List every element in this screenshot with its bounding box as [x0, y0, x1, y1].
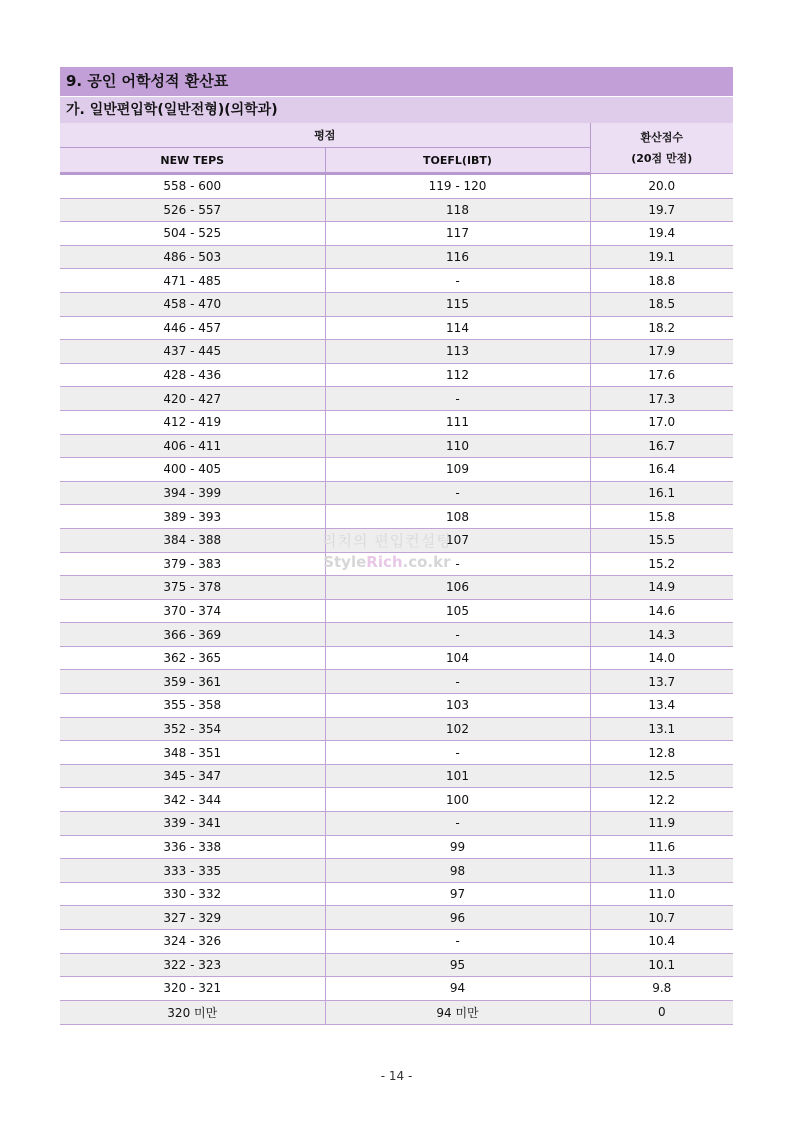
table-row: [60, 906, 733, 930]
table-row: [60, 812, 733, 836]
cell-toefl-ibt: -: [325, 552, 590, 576]
cell-new-teps: 355 - 358: [60, 694, 325, 718]
cell-toefl-ibt: 106: [325, 576, 590, 600]
cell-converted-score: 17.6: [590, 363, 733, 387]
cell-converted-score: 15.8: [590, 505, 733, 529]
table-row: [60, 340, 733, 364]
cell-new-teps: 342 - 344: [60, 788, 325, 812]
subsection-title: 가. 일반편입학(일반전형)(의학과): [60, 96, 733, 123]
cell-toefl-ibt: 116: [325, 245, 590, 269]
cell-new-teps: 458 - 470: [60, 292, 325, 316]
cell-toefl-ibt: -: [325, 481, 590, 505]
cell-toefl-ibt: 117: [325, 222, 590, 246]
header-converted-score: [590, 123, 733, 174]
cell-converted-score: 12.2: [590, 788, 733, 812]
cell-converted-score: 17.3: [590, 387, 733, 411]
cell-new-teps: 320 미만: [60, 1000, 325, 1024]
table-row: [60, 835, 733, 859]
cell-converted-score: 11.3: [590, 859, 733, 883]
cell-converted-score: 0: [590, 1000, 733, 1024]
cell-new-teps: 375 - 378: [60, 576, 325, 600]
cell-toefl-ibt: 114: [325, 316, 590, 340]
cell-converted-score: 17.9: [590, 340, 733, 364]
cell-toefl-ibt: 101: [325, 764, 590, 788]
header-converted-score-line2: (20점 만점): [631, 152, 693, 165]
table-row: [60, 363, 733, 387]
cell-toefl-ibt: 97: [325, 882, 590, 906]
cell-converted-score: 15.2: [590, 552, 733, 576]
table-row: [60, 741, 733, 765]
cell-toefl-ibt: 96: [325, 906, 590, 930]
cell-new-teps: 486 - 503: [60, 245, 325, 269]
cell-new-teps: 504 - 525: [60, 222, 325, 246]
cell-toefl-ibt: 100: [325, 788, 590, 812]
cell-new-teps: 446 - 457: [60, 316, 325, 340]
cell-converted-score: 10.4: [590, 930, 733, 954]
cell-converted-score: 19.1: [590, 245, 733, 269]
cell-new-teps: 437 - 445: [60, 340, 325, 364]
cell-new-teps: 359 - 361: [60, 670, 325, 694]
cell-converted-score: 15.5: [590, 528, 733, 552]
cell-converted-score: 14.3: [590, 623, 733, 647]
table-row: [60, 222, 733, 246]
cell-converted-score: 10.7: [590, 906, 733, 930]
cell-converted-score: 13.1: [590, 717, 733, 741]
cell-toefl-ibt: -: [325, 387, 590, 411]
cell-new-teps: 327 - 329: [60, 906, 325, 930]
cell-converted-score: 14.9: [590, 576, 733, 600]
watermark-line1: 리치의 편입컨설팅: [322, 532, 452, 550]
cell-toefl-ibt: 98: [325, 859, 590, 883]
cell-converted-score: 19.7: [590, 198, 733, 222]
cell-converted-score: 9.8: [590, 977, 733, 1001]
cell-new-teps: 389 - 393: [60, 505, 325, 529]
table-row: [60, 646, 733, 670]
cell-new-teps: 348 - 351: [60, 741, 325, 765]
cell-toefl-ibt: -: [325, 930, 590, 954]
cell-toefl-ibt: 94 미만: [325, 1000, 590, 1024]
cell-converted-score: 18.5: [590, 292, 733, 316]
cell-converted-score: 10.1: [590, 953, 733, 977]
table-row: [60, 859, 733, 883]
cell-toefl-ibt: -: [325, 812, 590, 836]
cell-converted-score: 14.6: [590, 599, 733, 623]
cell-toefl-ibt: 99: [325, 835, 590, 859]
cell-toefl-ibt: 119 - 120: [325, 174, 590, 199]
cell-new-teps: 420 - 427: [60, 387, 325, 411]
cell-converted-score: 16.4: [590, 458, 733, 482]
cell-converted-score: 13.4: [590, 694, 733, 718]
cell-new-teps: 352 - 354: [60, 717, 325, 741]
cell-toefl-ibt: 108: [325, 505, 590, 529]
cell-new-teps: 322 - 323: [60, 953, 325, 977]
cell-toefl-ibt: 95: [325, 953, 590, 977]
table-row: [60, 505, 733, 529]
cell-converted-score: 18.8: [590, 269, 733, 293]
cell-new-teps: 370 - 374: [60, 599, 325, 623]
watermark-rich: Rich: [366, 553, 403, 571]
cell-new-teps: 339 - 341: [60, 812, 325, 836]
table-row: [60, 316, 733, 340]
cell-toefl-ibt: 103: [325, 694, 590, 718]
cell-toefl-ibt: 94: [325, 977, 590, 1001]
cell-converted-score: 18.2: [590, 316, 733, 340]
table-row: [60, 481, 733, 505]
table-row: [60, 269, 733, 293]
cell-new-teps: 406 - 411: [60, 434, 325, 458]
table-row: [60, 1000, 733, 1024]
table-row: [60, 292, 733, 316]
cell-toefl-ibt: 104: [325, 646, 590, 670]
cell-new-teps: 394 - 399: [60, 481, 325, 505]
cell-new-teps: 324 - 326: [60, 930, 325, 954]
cell-new-teps: 412 - 419: [60, 410, 325, 434]
table-row: [60, 387, 733, 411]
table-row: [60, 198, 733, 222]
table-row: [60, 623, 733, 647]
table-row: [60, 694, 733, 718]
cell-converted-score: 14.0: [590, 646, 733, 670]
table-row: [60, 764, 733, 788]
cell-toefl-ibt: 107: [325, 528, 590, 552]
cell-converted-score: 19.4: [590, 222, 733, 246]
cell-new-teps: 428 - 436: [60, 363, 325, 387]
table-row: [60, 977, 733, 1001]
cell-new-teps: 345 - 347: [60, 764, 325, 788]
table-row: [60, 528, 733, 552]
cell-new-teps: 366 - 369: [60, 623, 325, 647]
cell-toefl-ibt: 102: [325, 717, 590, 741]
page-number: - 14 -: [380, 1069, 413, 1083]
table-row: [60, 552, 733, 576]
cell-toefl-ibt: -: [325, 741, 590, 765]
table-row: [60, 930, 733, 954]
cell-toefl-ibt: 109: [325, 458, 590, 482]
cell-toefl-ibt: 105: [325, 599, 590, 623]
cell-converted-score: 16.1: [590, 481, 733, 505]
cell-new-teps: 330 - 332: [60, 882, 325, 906]
header-new-teps: NEW TEPS: [60, 148, 325, 174]
cell-toefl-ibt: 110: [325, 434, 590, 458]
table-row: [60, 788, 733, 812]
conversion-table-section: [60, 67, 733, 1025]
cell-new-teps: 320 - 321: [60, 977, 325, 1001]
header-score-group: 평점: [60, 123, 590, 148]
header-toefl-ibt: TOEFL(IBT): [325, 148, 590, 174]
table-row: [60, 717, 733, 741]
cell-converted-score: 11.6: [590, 835, 733, 859]
cell-converted-score: 11.0: [590, 882, 733, 906]
cell-converted-score: 12.5: [590, 764, 733, 788]
cell-new-teps: 384 - 388: [60, 528, 325, 552]
cell-toefl-ibt: 118: [325, 198, 590, 222]
table-row: [60, 434, 733, 458]
table-row: [60, 245, 733, 269]
cell-new-teps: 362 - 365: [60, 646, 325, 670]
cell-toefl-ibt: -: [325, 623, 590, 647]
score-conversion-table: [60, 123, 733, 1025]
table-row: [60, 882, 733, 906]
cell-new-teps: 333 - 335: [60, 859, 325, 883]
table-row: [60, 174, 733, 199]
cell-converted-score: 16.7: [590, 434, 733, 458]
cell-toefl-ibt: -: [325, 269, 590, 293]
cell-toefl-ibt: 112: [325, 363, 590, 387]
cell-converted-score: 13.7: [590, 670, 733, 694]
header-converted-score-line1: 환산점수: [640, 131, 684, 144]
table-row: [60, 953, 733, 977]
cell-new-teps: 558 - 600: [60, 174, 325, 199]
watermark-domain: .co.kr: [402, 553, 451, 571]
cell-new-teps: 400 - 405: [60, 458, 325, 482]
table-row: [60, 599, 733, 623]
cell-converted-score: 12.8: [590, 741, 733, 765]
cell-toefl-ibt: 113: [325, 340, 590, 364]
cell-converted-score: 20.0: [590, 174, 733, 199]
cell-toefl-ibt: 115: [325, 292, 590, 316]
cell-new-teps: 526 - 557: [60, 198, 325, 222]
table-row: [60, 576, 733, 600]
table-row: [60, 670, 733, 694]
cell-new-teps: 379 - 383: [60, 552, 325, 576]
cell-new-teps: 336 - 338: [60, 835, 325, 859]
cell-converted-score: 17.0: [590, 410, 733, 434]
watermark-style: Style: [323, 553, 367, 571]
table-body: [60, 174, 733, 1025]
section-title: 9. 공인 어학성적 환산표: [60, 67, 733, 96]
cell-toefl-ibt: 111: [325, 410, 590, 434]
table-row: [60, 458, 733, 482]
cell-converted-score: 11.9: [590, 812, 733, 836]
cell-toefl-ibt: -: [325, 670, 590, 694]
cell-new-teps: 471 - 485: [60, 269, 325, 293]
table-row: [60, 410, 733, 434]
